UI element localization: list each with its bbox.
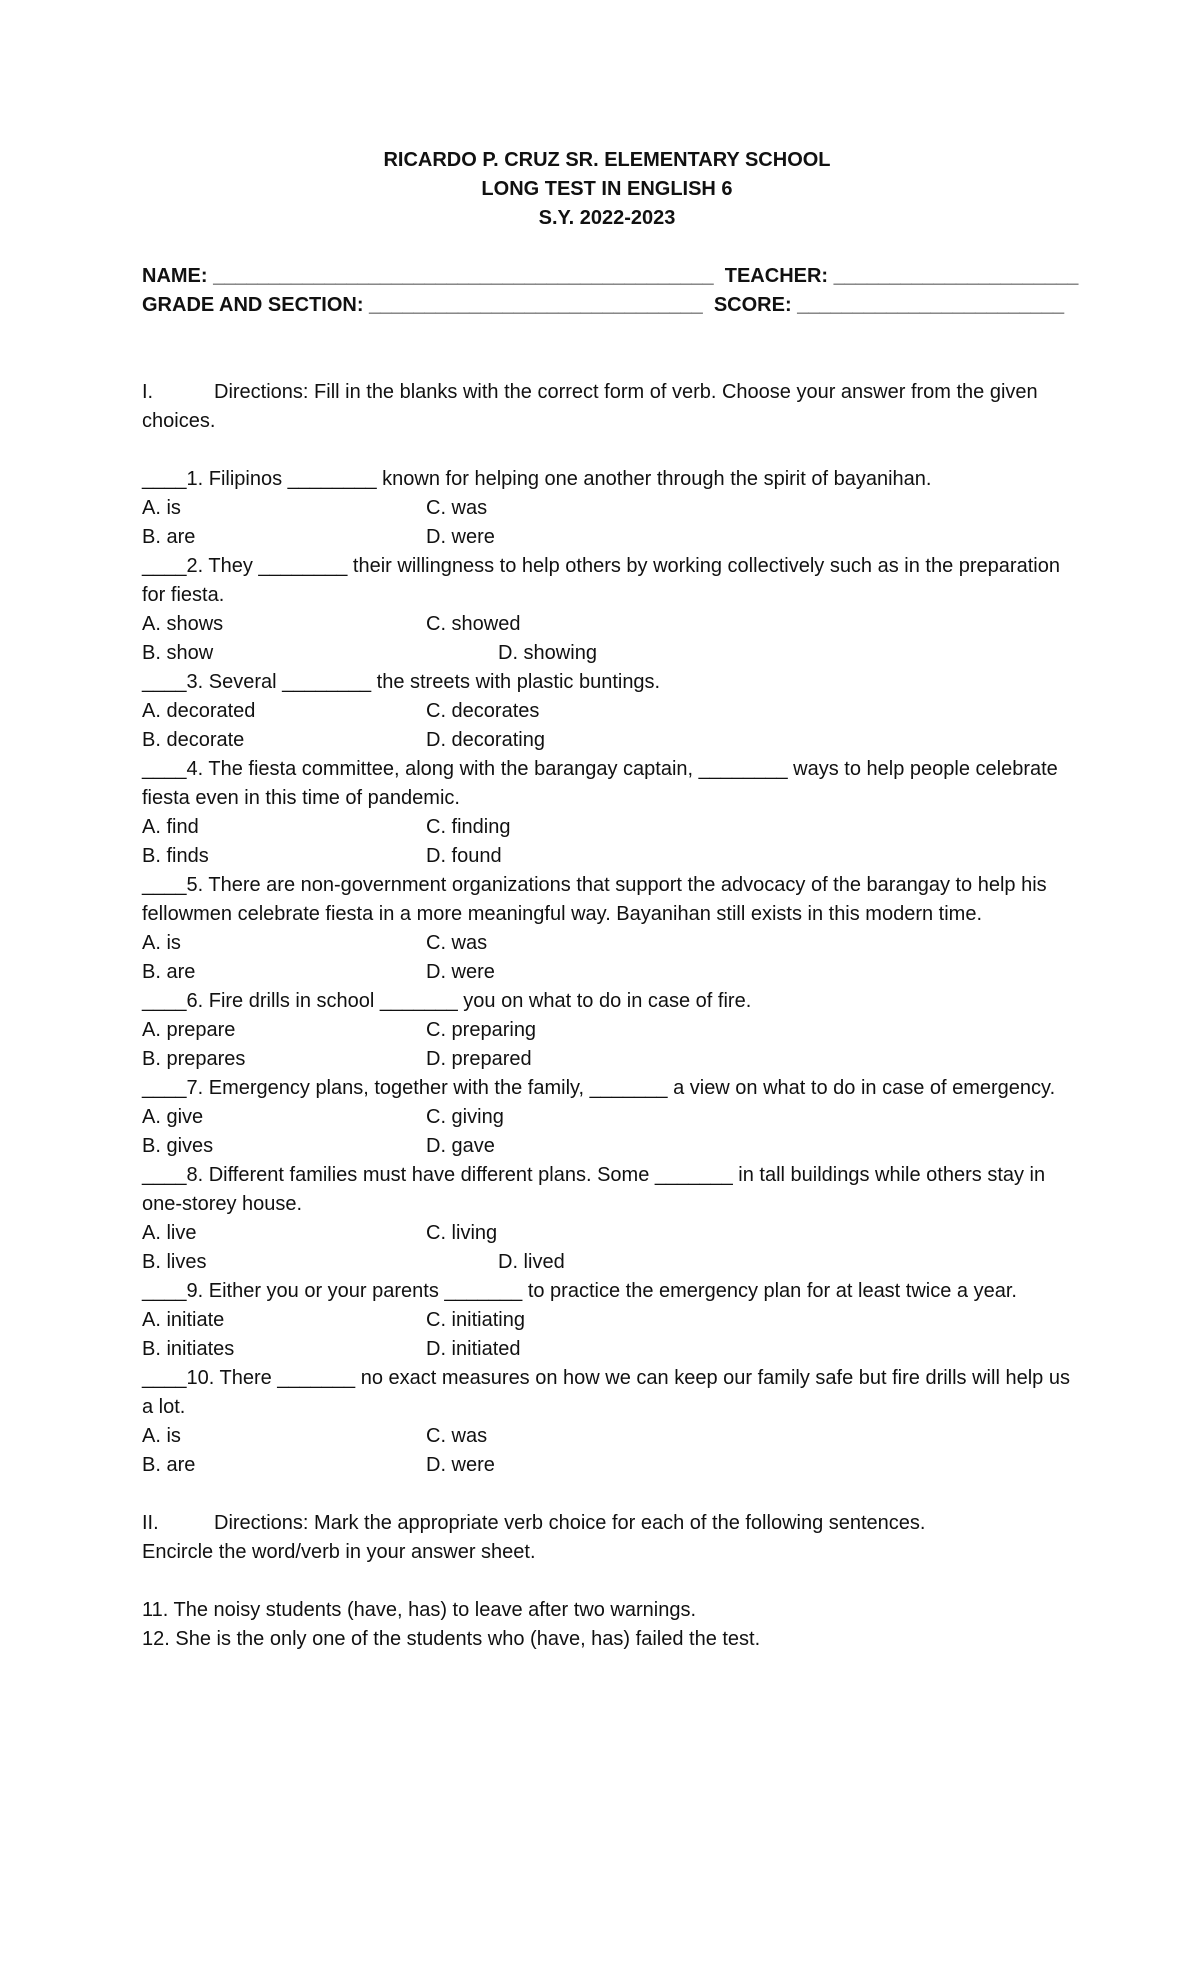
answer-choices bbox=[142, 813, 1072, 871]
choice-c[interactable]: C. preparing bbox=[426, 1019, 537, 1041]
question-text: one-storey house. bbox=[142, 1193, 303, 1215]
spacer bbox=[142, 320, 1072, 378]
choice-b[interactable]: B. show bbox=[142, 642, 214, 664]
header bbox=[142, 146, 1072, 233]
part-1-directions bbox=[142, 378, 1072, 436]
choice-d[interactable]: D. were bbox=[426, 1454, 495, 1476]
choice-a[interactable]: A. is bbox=[142, 932, 181, 954]
question-text: ____1. Filipinos ________ known for helping one another through the spirit of bayanihan. bbox=[142, 468, 932, 490]
choice-a[interactable]: A. is bbox=[142, 1425, 181, 1447]
choice-d[interactable]: D. found bbox=[426, 845, 502, 867]
part-1-directions-text: Directions: Fill in the blanks with the correct form of verb. Choose your answer from the given choices. bbox=[142, 381, 1038, 432]
answer-choices bbox=[142, 929, 1072, 987]
choice-a[interactable]: A. prepare bbox=[142, 1019, 236, 1041]
question-text: fiesta even in this time of pandemic. bbox=[142, 787, 460, 809]
question-text: ____4. The fiesta committee, along with the barangay captain, ________ ways to help people celebrate bbox=[142, 758, 1058, 780]
choice-a[interactable]: A. give bbox=[142, 1106, 204, 1128]
choice-c[interactable]: C. decorates bbox=[426, 700, 540, 722]
choice-b[interactable]: B. lives bbox=[142, 1251, 207, 1273]
choice-d[interactable]: D. decorating bbox=[426, 729, 545, 751]
question-9 bbox=[142, 1277, 1072, 1364]
spacer bbox=[142, 1567, 1072, 1596]
part-2-number: II. bbox=[142, 1512, 159, 1534]
choice-d[interactable]: D. prepared bbox=[426, 1048, 532, 1070]
part-2-directions-text: Directions: Mark the appropriate verb choice for each of the following sentences. bbox=[214, 1512, 926, 1534]
student-fields bbox=[142, 262, 1079, 320]
item-12[interactable]: 12. She is the only one of the students who (have, has) failed the test. bbox=[142, 1628, 761, 1650]
question-5 bbox=[142, 871, 1072, 987]
answer-choices bbox=[142, 1016, 1072, 1074]
question-list bbox=[142, 465, 1072, 1480]
part-2-directions-text-2: Encircle the word/verb in your answer sheet. bbox=[142, 1541, 536, 1563]
question-10 bbox=[142, 1364, 1072, 1480]
choice-b[interactable]: B. finds bbox=[142, 845, 209, 867]
answer-choices bbox=[142, 1103, 1072, 1161]
choice-b[interactable]: B. prepares bbox=[142, 1048, 246, 1070]
choice-a[interactable]: A. initiate bbox=[142, 1309, 225, 1331]
choice-c[interactable]: C. showed bbox=[426, 613, 521, 635]
question-text: ____8. Different families must have different plans. Some _______ in tall buildings while others stay in bbox=[142, 1164, 1046, 1186]
choice-a[interactable]: A. find bbox=[142, 816, 199, 838]
question-text: ____3. Several ________ the streets with plastic buntings. bbox=[142, 671, 661, 693]
choice-a[interactable]: A. is bbox=[142, 497, 181, 519]
answer-choices bbox=[142, 610, 1072, 668]
choice-d[interactable]: D. initiated bbox=[426, 1338, 521, 1360]
question-1 bbox=[142, 465, 1072, 552]
choice-b[interactable]: B. are bbox=[142, 526, 196, 548]
question-3 bbox=[142, 668, 1072, 755]
answer-choices bbox=[142, 1219, 1072, 1277]
choice-d[interactable]: D. showing bbox=[498, 642, 597, 664]
question-7 bbox=[142, 1074, 1072, 1161]
choice-a[interactable]: A. live bbox=[142, 1222, 197, 1244]
choice-c[interactable]: C. was bbox=[426, 497, 488, 519]
spacer bbox=[142, 436, 1072, 465]
question-text: ____2. They ________ their willingness to help others by working collectively such as in the preparation bbox=[142, 555, 1060, 577]
choice-b[interactable]: B. are bbox=[142, 1454, 196, 1476]
answer-choices bbox=[142, 1306, 1072, 1364]
test-title: LONG TEST IN ENGLISH 6 bbox=[481, 178, 733, 200]
question-2 bbox=[142, 552, 1072, 668]
choice-d[interactable]: D. were bbox=[426, 961, 495, 983]
choice-b[interactable]: B. decorate bbox=[142, 729, 245, 751]
spacer bbox=[142, 1480, 1072, 1509]
part-1-number: I. bbox=[142, 381, 154, 403]
choice-d[interactable]: D. lived bbox=[498, 1251, 565, 1273]
choice-a[interactable]: A. shows bbox=[142, 613, 224, 635]
question-text: ____6. Fire drills in school _______ you on what to do in case of fire. bbox=[142, 990, 752, 1012]
choice-d[interactable]: D. were bbox=[426, 526, 495, 548]
question-4 bbox=[142, 755, 1072, 871]
choice-c[interactable]: C. initiating bbox=[426, 1309, 525, 1331]
choice-b[interactable]: B. gives bbox=[142, 1135, 214, 1157]
choice-c[interactable]: C. was bbox=[426, 1425, 488, 1447]
question-text: for fiesta. bbox=[142, 584, 225, 606]
document-content bbox=[142, 146, 1079, 1654]
part-2-directions bbox=[142, 1509, 1072, 1567]
choice-d[interactable]: D. gave bbox=[426, 1135, 495, 1157]
choice-c[interactable]: C. living bbox=[426, 1222, 498, 1244]
answer-choices bbox=[142, 1422, 1072, 1480]
name-teacher-row[interactable]: NAME: _____________________________________________ TEACHER: ______________________ bbox=[142, 265, 1079, 287]
school-year: S.Y. 2022-2023 bbox=[538, 207, 676, 229]
choice-b[interactable]: B. are bbox=[142, 961, 196, 983]
item-11[interactable]: 11. The noisy students (have, has) to leave after two warnings. bbox=[142, 1599, 697, 1621]
question-text: ____7. Emergency plans, together with the family, _______ a view on what to do in case of emergency. bbox=[142, 1077, 1056, 1099]
grade-score-row[interactable]: GRADE AND SECTION: ______________________________ SCORE: ________________________ bbox=[142, 294, 1065, 316]
question-8 bbox=[142, 1161, 1072, 1277]
answer-choices bbox=[142, 494, 1072, 552]
school-name: RICARDO P. CRUZ SR. ELEMENTARY SCHOOL bbox=[383, 149, 831, 171]
question-text: ____10. There _______ no exact measures on how we can keep our family safe but fire drills will help us a lot. bbox=[142, 1367, 1070, 1418]
choice-b[interactable]: B. initiates bbox=[142, 1338, 235, 1360]
choice-c[interactable]: C. finding bbox=[426, 816, 511, 838]
question-6 bbox=[142, 987, 1072, 1074]
question-text: ____9. Either you or your parents _______ to practice the emergency plan for at least twice a year. bbox=[142, 1280, 1017, 1302]
question-text: ____5. There are non-government organizations that support the advocacy of the barangay to help his bbox=[142, 874, 1047, 896]
question-text: fellowmen celebrate fiesta in a more meaningful way. Bayanihan still exists in this modern time. bbox=[142, 903, 983, 925]
answer-choices bbox=[142, 697, 1072, 755]
choice-c[interactable]: C. was bbox=[426, 932, 488, 954]
part-2-items bbox=[142, 1596, 1072, 1654]
choice-c[interactable]: C. giving bbox=[426, 1106, 504, 1128]
choice-a[interactable]: A. decorated bbox=[142, 700, 256, 722]
